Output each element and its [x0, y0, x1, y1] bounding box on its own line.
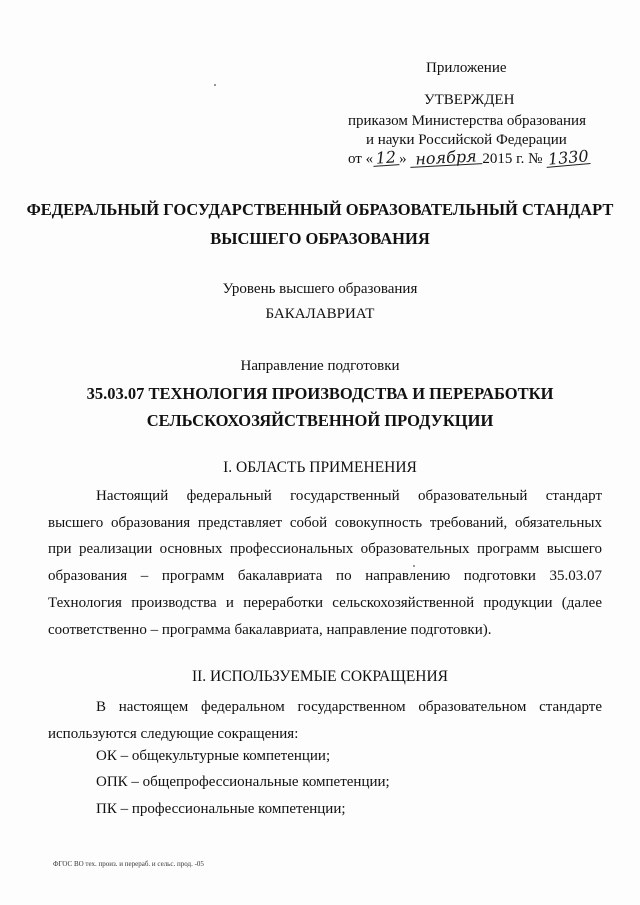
title-line-2: ВЫСШЕГО ОБРАЗОВАНИЯ: [210, 229, 430, 248]
date-year-text: 2015 г. №: [482, 151, 543, 167]
order-date-line: [348, 146, 590, 169]
section-1-paragraph: Настоящий федеральный государственный образовательный стандарт высшего образования представляет собой совокупность требований, обязательных при реализации основных профессиональных образовательных программ высшего образования – программ бакалавриата по направлению подготовки 35.03.07 Технология производства и переработки сельскохозяйственной продукции (далее соответственно – программа бакалавриата, направление подготовки).: [48, 488, 602, 638]
abbreviation-item: ПК – профессиональные компетенции;: [96, 801, 346, 817]
section-1-heading: I. ОБЛАСТЬ ПРИМЕНЕНИЯ: [223, 459, 417, 476]
order-line-2: и науки Российской Федерации: [366, 132, 567, 148]
abbreviation-item: ОК – общекультурные компетенции;: [96, 748, 331, 764]
footer-code: ФГОС ВО тех. произ. и перераб. и сельс. прод. -05: [53, 860, 204, 868]
education-level-value: БАКАЛАВРИАТ: [265, 306, 375, 322]
date-day-suffix: »: [399, 151, 407, 167]
direction-label: Направление подготовки: [240, 358, 400, 374]
handwritten-day: 12: [373, 150, 400, 167]
document-title: [20, 195, 620, 253]
appendix-label: Приложение: [426, 60, 507, 76]
section-2-heading: II. ИСПОЛЬЗУЕМЫЕ СОКРАЩЕНИЯ: [191, 668, 449, 685]
date-prefix: от «: [348, 151, 374, 167]
handwritten-order-number: 1330: [547, 146, 590, 169]
approved-label: УТВЕРЖДЕН: [424, 92, 515, 108]
handwritten-month: ноября: [410, 149, 483, 168]
section-2-paragraph: В настоящем федеральном государственном образовательном стандарте используются следующие сокращения:: [48, 699, 602, 742]
title-line-1: ФЕДЕРАЛЬНЫЙ ГОСУДАРСТВЕННЫЙ ОБРАЗОВАТЕЛЬНЫЙ СТАНДАРТ: [26, 200, 614, 219]
scan-speck: [413, 565, 415, 567]
abbreviation-item: ОПК – общепрофессиональные компетенции;: [96, 774, 390, 790]
scan-speck: [214, 84, 216, 86]
education-level-label: Уровень высшего образования: [222, 281, 418, 297]
direction-line-2: СЕЛЬСКОХОЗЯЙСТВЕННОЙ ПРОДУКЦИИ: [146, 411, 494, 430]
direction-title: [80, 380, 560, 434]
direction-line-1: 35.03.07 ТЕХНОЛОГИЯ ПРОИЗВОДСТВА И ПЕРЕРАБОТКИ: [86, 384, 554, 403]
order-line-1: приказом Министерства образования: [348, 113, 586, 129]
